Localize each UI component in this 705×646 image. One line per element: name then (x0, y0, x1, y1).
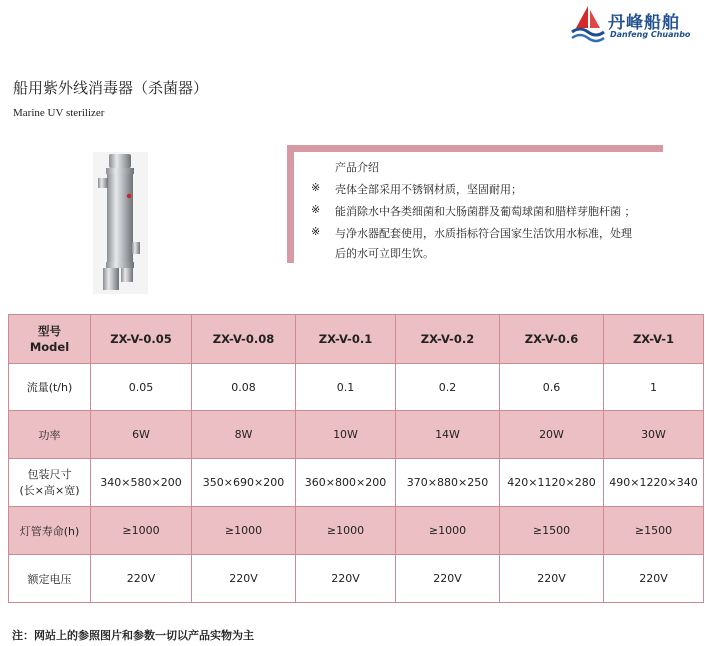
table-row (9, 507, 704, 555)
table-cell: ≥1000 (91, 507, 192, 555)
table-cell: ≥1000 (296, 507, 396, 555)
table-cell: 0.1 (296, 364, 396, 411)
header-label-cell (9, 315, 91, 364)
page-title-en: Marine UV sterilizer (13, 107, 105, 119)
table-cell: ≥1500 (500, 507, 604, 555)
row-label-cell: 额定电压 (9, 555, 91, 603)
table-cell: 370×880×250 (396, 459, 500, 507)
table-cell: 8W (192, 411, 296, 459)
logo-name-cn: 丹峰船舶 (608, 13, 680, 33)
table-row (9, 555, 704, 603)
table-cell: 220V (500, 555, 604, 603)
intro-left-border (287, 145, 294, 263)
sailboat-wave-logo (570, 4, 606, 44)
header-label-cn: 型号 (38, 324, 61, 338)
table-cell: 360×800×200 (296, 459, 396, 507)
table-cell: 0.6 (500, 364, 604, 411)
row-label-cell: 流量(t/h) (9, 364, 91, 411)
table-cell: ≥1500 (604, 507, 704, 555)
table-cell: 490×1220×340 (604, 459, 704, 507)
row-label-line: (长×高×宽) (19, 483, 80, 497)
table-row (9, 459, 704, 507)
header-label-en: Model (29, 340, 70, 354)
intro-top-border (287, 145, 663, 152)
header-model-cell: ZX-V-0.1 (296, 315, 396, 364)
table-cell: 220V (604, 555, 704, 603)
table-cell: 6W (91, 411, 192, 459)
product-photo (93, 152, 148, 294)
row-label-cell: 功率 (9, 411, 91, 459)
table-row (9, 364, 704, 411)
bullet-symbol: ※ (311, 225, 321, 238)
table-cell: 0.08 (192, 364, 296, 411)
intro-item-text: 后的水可立即生饮。 (335, 247, 434, 260)
table-cell: 420×1120×280 (500, 459, 604, 507)
table-cell: 10W (296, 411, 396, 459)
table-cell: 0.05 (91, 364, 192, 411)
bullet-symbol: ※ (311, 181, 321, 194)
table-row (9, 411, 704, 459)
product-intro-panel (287, 145, 663, 263)
intro-item-text: 能消除水中各类细菌和大肠菌群及葡萄球菌和腊样芽胞杆菌 ； (335, 205, 636, 218)
spec-table (8, 314, 704, 603)
table-cell: 30W (604, 411, 704, 459)
table-cell: 220V (296, 555, 396, 603)
bullet-symbol: ※ (311, 203, 321, 216)
header-model-cell: ZX-V-0.2 (396, 315, 500, 364)
table-cell: ≥1000 (396, 507, 500, 555)
row-label-cell (9, 459, 91, 507)
table-cell: 350×690×200 (192, 459, 296, 507)
company-logo (570, 4, 702, 44)
table-cell: 220V (396, 555, 500, 603)
intro-heading: 产品介绍 (335, 161, 379, 174)
table-header-row (9, 315, 704, 364)
table-cell: 340×580×200 (91, 459, 192, 507)
table-cell: 14W (396, 411, 500, 459)
table-cell: 220V (192, 555, 296, 603)
table-cell: 1 (604, 364, 704, 411)
page-title-cn: 船用紫外线消毒器（杀菌器） (13, 79, 209, 97)
table-cell: 220V (91, 555, 192, 603)
header-model-cell: ZX-V-0.6 (500, 315, 604, 364)
intro-item-text: 与净水器配套使用，水质指标符合国家生活饮用水标准，处理 (335, 227, 632, 240)
footnote: 注：网站上的参照图片和参数一切以产品实物为主 (12, 629, 254, 642)
table-cell: 0.2 (396, 364, 500, 411)
row-label-cell: 灯管寿命(h) (9, 507, 91, 555)
intro-item-text: 壳体全部采用不锈钢材质，坚固耐用； (335, 183, 522, 196)
header-model-cell: ZX-V-0.05 (91, 315, 192, 364)
logo-name-en: Danfeng Chuanbo (610, 30, 691, 39)
table-cell: ≥1000 (192, 507, 296, 555)
row-label-line: 包装尺寸 (27, 467, 72, 481)
header-model-cell: ZX-V-1 (604, 315, 704, 364)
table-cell: 20W (500, 411, 604, 459)
header-model-cell: ZX-V-0.08 (192, 315, 296, 364)
